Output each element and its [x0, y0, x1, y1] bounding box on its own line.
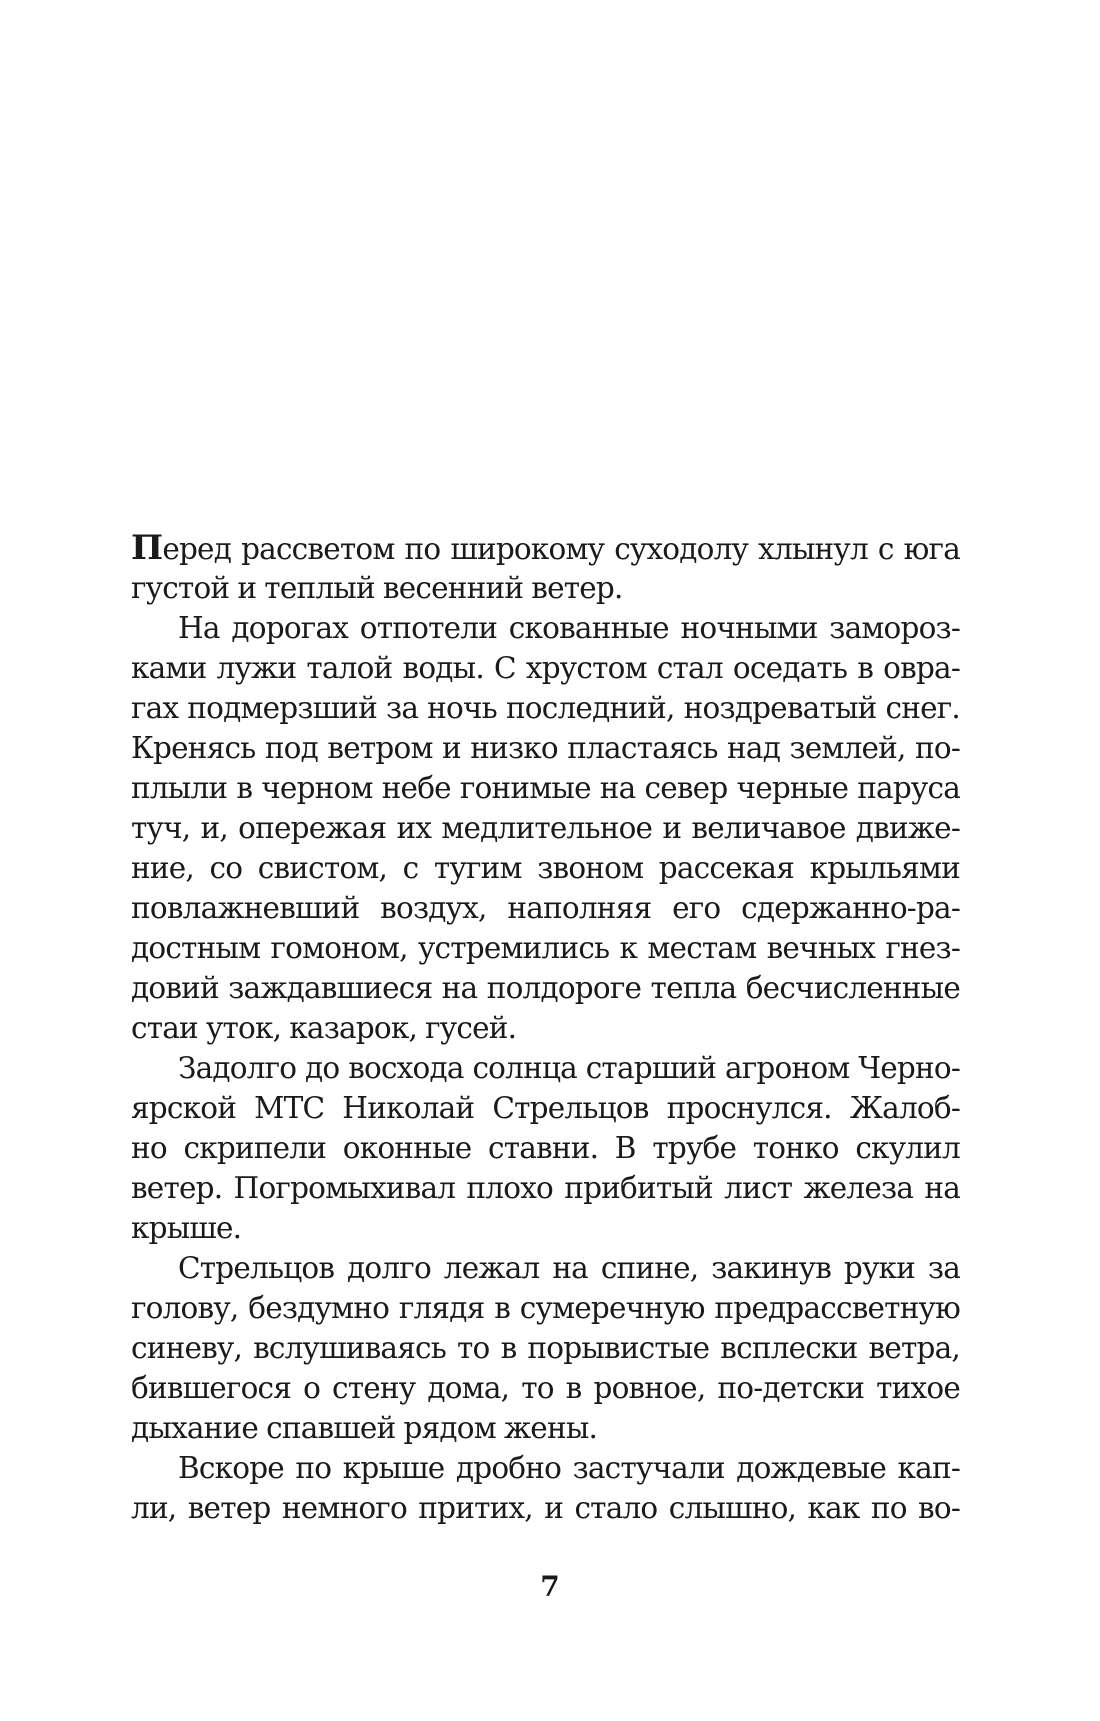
text-line: На дорогах отпотели скованные ночными замороз- — [178, 611, 960, 645]
text-line: крыше. — [131, 1211, 242, 1245]
text-line: Кренясь под ветром и низко пластаясь над землей, по- — [131, 731, 960, 765]
text-line: повлажневший воздух, наполняя его сдержанно-ра- — [131, 891, 960, 925]
text-line: дыхание спавшей рядом жены. — [131, 1411, 598, 1445]
text-line: стаи уток, казарок, гусей. — [131, 1011, 517, 1045]
page-number: 7 — [540, 1570, 560, 1603]
text-line: Задолго до восхода солнца старший агроном Черно- — [178, 1051, 960, 1085]
text-line: гах подмерзший за ночь последний, ноздреватый снег. — [131, 691, 960, 725]
text-line: густой и теплый весенний ветер. — [131, 571, 623, 605]
text-line: ветер. Погромыхивал плохо прибитый лист железа на — [131, 1171, 960, 1205]
text-line: довий заждавшиеся на полдороге тепла бесчисленные — [131, 971, 960, 1005]
text-line: ли, ветер немного притих, и стало слышно, как по во- — [131, 1491, 960, 1525]
text-line: синеву, вслушиваясь то в порывистые всплески ветра, — [131, 1331, 960, 1365]
drop-cap: П — [131, 528, 163, 568]
text-line: туч, и, опережая их медлительное и величавое движе- — [131, 811, 960, 845]
paragraph-2 — [131, 608, 960, 1048]
paragraph-4 — [131, 1248, 960, 1448]
paragraph-3 — [131, 1048, 960, 1248]
paragraph-1 — [131, 528, 960, 608]
text-line: ярской МТС Николай Стрельцов проснулся. Жалоб- — [131, 1091, 960, 1125]
text-line: ние, со свистом, с тугим звоном рассекая крыльями — [131, 851, 960, 885]
text-line: плыли в черном небе гонимые на север черные паруса — [131, 771, 960, 805]
text-line: достным гомоном, устремились к местам вечных гнез- — [131, 931, 960, 965]
text-line: Стрельцов долго лежал на спине, закинув руки за — [178, 1251, 960, 1285]
text-line: Перед рассветом по широкому суходолу хлынул с юга — [131, 528, 960, 568]
text-line: бившегося о стену дома, то в ровное, по-детски тихое — [131, 1371, 960, 1405]
text-line: Вскоре по крыше дробно застучали дождевые кап- — [178, 1451, 960, 1485]
text-line: но скрипели оконные ставни. В трубе тонко скулил — [131, 1131, 960, 1165]
text-line: ками лужи талой воды. С хрустом стал оседать в овра- — [131, 651, 960, 685]
body-text — [131, 528, 960, 1528]
text-line: голову, бездумно глядя в сумеречную предрассветную — [131, 1291, 960, 1325]
paragraph-5 — [131, 1448, 960, 1528]
